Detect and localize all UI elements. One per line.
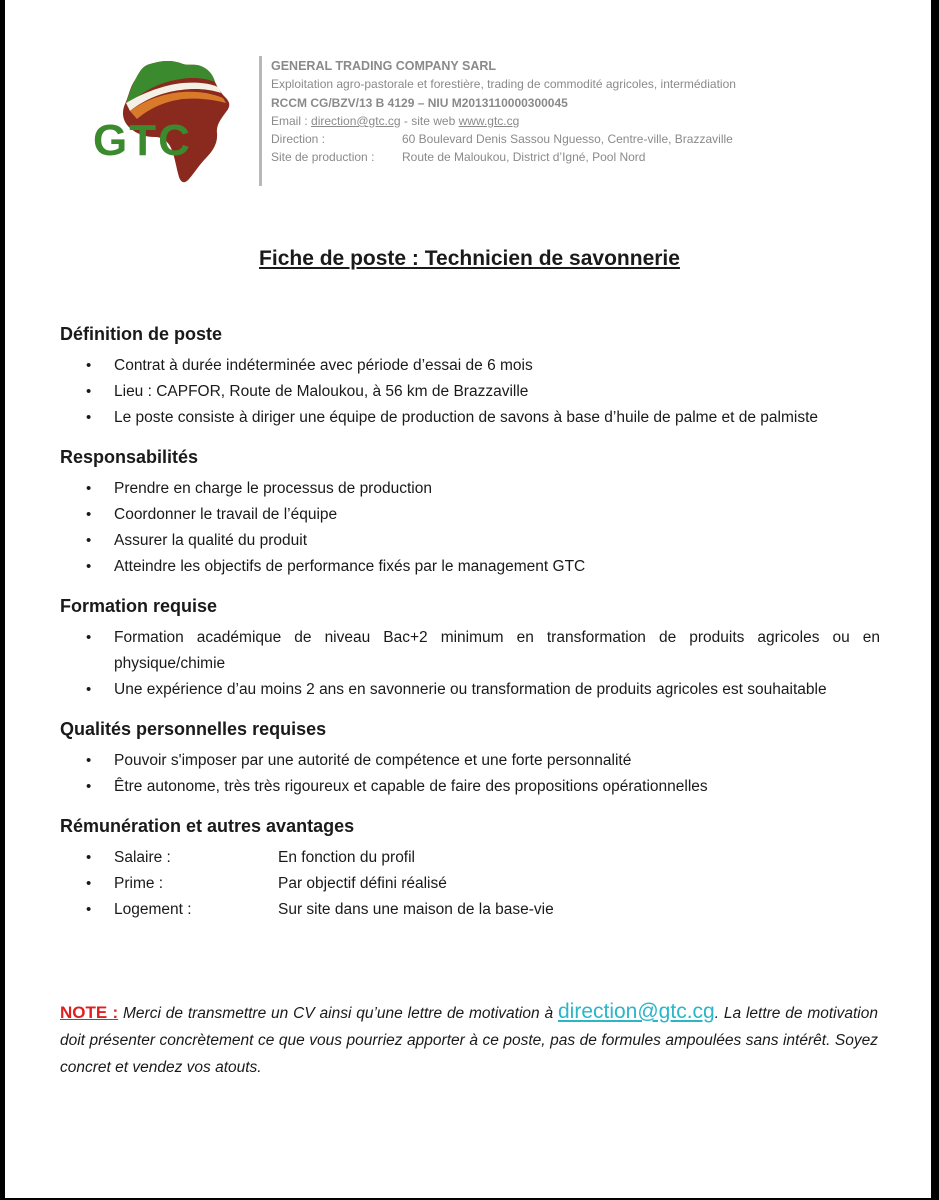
note-text: Merci de transmettre un CV ainsi qu’une lettre de motivation à	[118, 1005, 558, 1022]
section-training	[60, 594, 880, 703]
bullet-list	[60, 353, 880, 431]
bullet-list	[60, 625, 880, 703]
section-personal-qualities	[60, 717, 880, 800]
section-heading: Qualités personnelles requises	[60, 719, 327, 739]
list-item: • Formation académique de niveau Bac+2 minimum en transformation de produits agricoles ou en physique/chimie	[60, 625, 880, 677]
list-item: • Lieu : CAPFOR, Route de Maloukou, à 56 km de Brazzaville	[60, 379, 880, 405]
company-rccm: RCCM CG/BZV/13 B 4129 – NIU M2013110000300045	[271, 95, 568, 110]
item-label: Salaire :	[114, 849, 171, 866]
website-link[interactable]: www.gtc.cg	[458, 113, 520, 128]
note-email-link[interactable]: direction@gtc.cg	[557, 1000, 715, 1023]
web-label: - site web	[400, 113, 459, 128]
bullet-list	[60, 748, 880, 800]
company-header	[271, 57, 736, 167]
section-heading: Définition de poste	[60, 324, 222, 344]
list-item: • Atteindre les objectifs de performance fixés par le management GTC	[60, 554, 880, 580]
list-item	[60, 845, 880, 871]
email-link[interactable]: direction@gtc.cg	[311, 113, 401, 128]
company-name: GENERAL TRADING COMPANY SARL	[271, 59, 497, 73]
email-label: Email :	[271, 113, 312, 128]
list-item: • Coordonner le travail de l’équipe	[60, 502, 880, 528]
list-item: • Le poste consiste à diriger une équipe de production de savons à base d’huile de palme et de palmiste	[60, 405, 880, 431]
job-description	[60, 322, 880, 937]
bullet-list	[60, 845, 880, 923]
company-activity: Exploitation agro-pastorale et forestière, trading de commodité agricoles, intermédiation	[271, 77, 736, 92]
list-item	[60, 897, 880, 923]
section-compensation	[60, 814, 880, 923]
list-item: • Contrat à durée indéterminée avec période d’essai de 6 mois	[60, 353, 880, 379]
note-label: NOTE :	[60, 1003, 119, 1022]
direction-line	[271, 130, 736, 148]
direction-label: Direction :	[271, 132, 326, 147]
item-label: Prime :	[114, 875, 164, 892]
note-text-end: . La lettre de motivation doit présenter concrètement ce que vous pourriez apporter à ce poste, pas de formules ampoulées sans intérêt. Soyez concret et vendez vos atouts.	[60, 1005, 878, 1076]
logo-text: GTC	[93, 116, 192, 165]
item-value: En fonction du profil	[278, 849, 416, 866]
section-heading: Responsabilités	[60, 447, 199, 467]
section-definition	[60, 322, 880, 431]
header-divider	[259, 56, 262, 186]
gtc-africa-logo	[85, 55, 235, 190]
direction-value: 60 Boulevard Denis Sassou Nguesso, Centre-ville, Brazzaville	[402, 132, 733, 147]
contact-line	[271, 112, 736, 130]
item-value: Sur site dans une maison de la base-vie	[278, 901, 554, 918]
production-site-label: Site de production :	[271, 150, 375, 165]
page-title: Fiche de poste : Technicien de savonnerie	[259, 247, 680, 270]
list-item: • Assurer la qualité du produit	[60, 528, 880, 554]
production-site-line	[271, 148, 736, 166]
list-item: • Pouvoir s'imposer par une autorité de compétence et une forte personnalité	[60, 748, 880, 774]
list-item	[60, 871, 880, 897]
section-responsibilities	[60, 445, 880, 580]
item-value: Par objectif défini réalisé	[278, 875, 447, 892]
list-item: • Une expérience d’au moins 2 ans en savonnerie ou transformation de produits agricoles est souhaitable	[60, 677, 880, 703]
list-item: • Être autonome, très très rigoureux et capable de faire des propositions opérationnelles	[60, 774, 880, 800]
bullet-list	[60, 476, 880, 580]
production-site-value: Route de Maloukou, District d’Igné, Pool Nord	[402, 150, 646, 165]
item-label: Logement :	[114, 901, 192, 918]
application-note	[60, 998, 878, 1081]
section-heading: Formation requise	[60, 596, 218, 616]
list-item: • Prendre en charge le processus de production	[60, 476, 880, 502]
section-heading: Rémunération et autres avantages	[60, 816, 355, 836]
